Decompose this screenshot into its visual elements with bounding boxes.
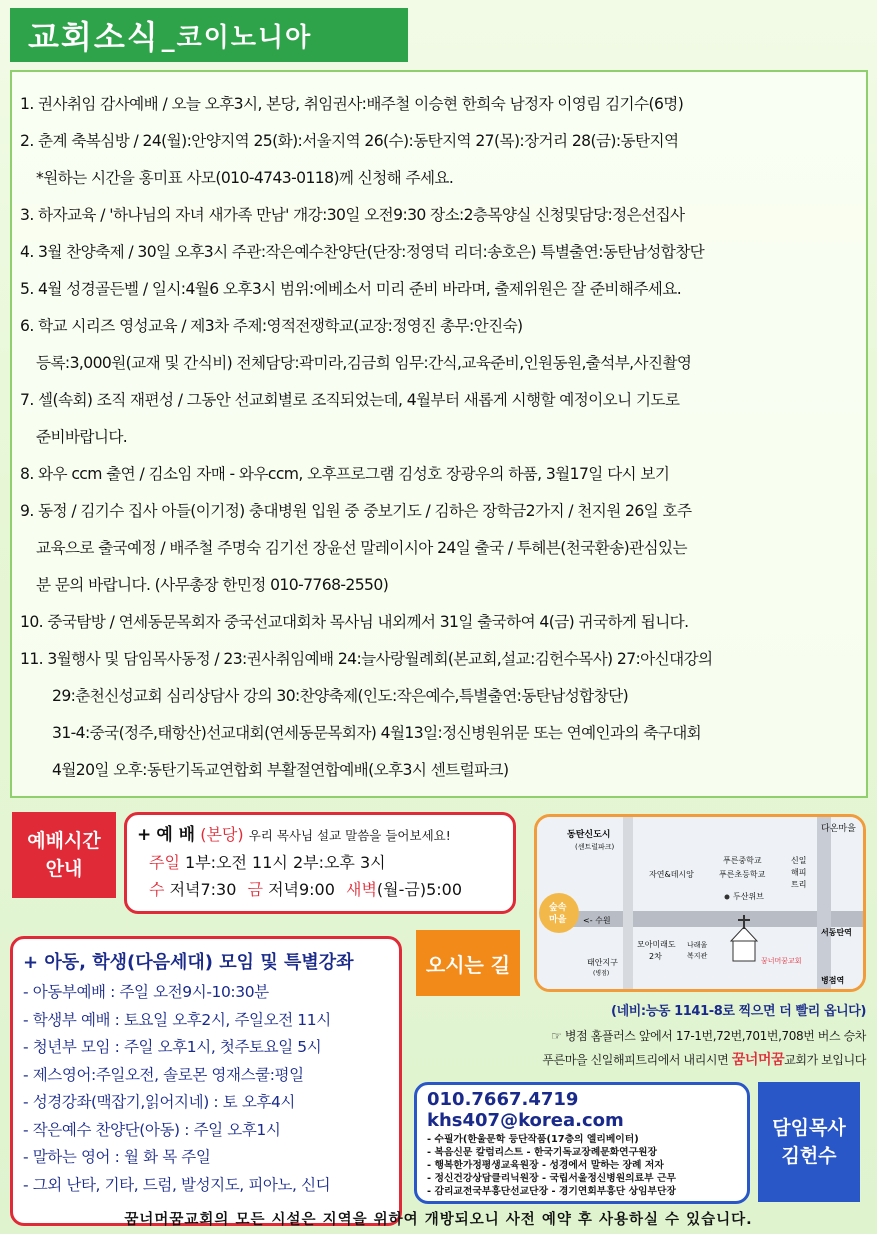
- dawn-time: 5:00: [426, 880, 463, 899]
- wed-label: 수: [149, 880, 165, 899]
- notice-line: 29:춘천신성교회 심리상담사 강의 30:찬양축제(인도:작은예수,특별출연:동탄남성합창단): [52, 687, 629, 705]
- fri-label: 금: [247, 880, 263, 899]
- map-daun: 다온마을: [821, 824, 856, 834]
- notice-line: 5. 4월 성경골든벨 / 일시:4월6 오후3시 범위:에베소서 미리 준비 바라며, 출제위원은 잘 준비해주세요.: [20, 280, 682, 298]
- notice-line: 1. 권사취임 감사예배 / 오늘 오후3시, 본당, 취임권사:배주철 이승현 한희숙 남정자 이영림 김기수(6명): [20, 95, 684, 113]
- sunday-label: 주일: [149, 853, 180, 872]
- notice-line: 2. 춘계 축복심방 / 24(월):안양지역 25(화):서울지역 26(수):동탄지역 27(목):장거리 28(금):동탄지역: [20, 132, 679, 150]
- worship-time-box: [124, 812, 516, 914]
- worship-plus: +: [137, 825, 152, 845]
- church-map: [534, 814, 866, 992]
- pastor-name: 김헌수: [781, 1145, 837, 1167]
- worship-place: (본당): [200, 825, 244, 844]
- youth-item: - 학생부 예배 : 토요일 오후2시, 주일오전 11시: [23, 1010, 331, 1029]
- sunday-times: 1부:오전 11시 2부:오후 3시: [185, 853, 386, 872]
- directions-label: 오시는 길: [416, 930, 520, 996]
- notice-line: 등록:3,000원(교재 및 간식비) 전체담당:곽미라,김금희 임무:간식,교육준비,인원동원,출석부,사진촬영: [36, 354, 692, 372]
- notice-line: 4월20일 오후:동탄기독교연합회 부활절연합예배(오후3시 센트럴파크): [52, 761, 509, 779]
- map-forest1: 숲속: [549, 903, 567, 913]
- youth-item: - 말하는 영어 : 월 화 목 주일: [23, 1148, 211, 1166]
- youth-item: - 작은예수 찬양단(아동) : 주일 오후1시: [23, 1120, 281, 1139]
- pastor-credential: - 행복한가정평생교육원장 - 성경에서 말하는 장례 저자: [427, 1160, 664, 1171]
- pastor-label: [758, 1082, 860, 1202]
- notice-list: [10, 70, 868, 798]
- worship-label-line1: 예배시간: [27, 830, 101, 852]
- pastor-credential: - 복음신문 칼럼리스트 - 한국기독교장례문화연구원장: [427, 1147, 657, 1158]
- footer-note: 꿈너머꿈교회의 모든 시설은 지역을 위하여 개방되오니 사전 예약 후 사용하실 수 있습니다.: [124, 1212, 753, 1228]
- map-jayeon: 자연&데시앙: [649, 870, 694, 879]
- map-pureun-mid: 푸른중학교: [723, 856, 762, 865]
- map-dongtan: 동탄신도시: [567, 830, 611, 840]
- pastor-contact-box: [414, 1082, 750, 1204]
- notice-line: 4. 3월 찬양축제 / 30일 오후3시 주관:작은예수찬양단(단장:정영덕 리더:송호은) 특별출연:동탄남성합창단: [20, 243, 705, 261]
- map-byeongjeom: 병점역: [821, 976, 845, 985]
- map-naerae2: 복지관: [687, 952, 708, 960]
- map-church: 꿈너머꿈교회: [761, 957, 802, 965]
- notice-line: 준비바랍니다.: [36, 428, 128, 446]
- worship-title: 예 배: [156, 825, 196, 845]
- stop-post: 교회가 보입니다: [784, 1053, 866, 1067]
- notice-line: 3. 하자교육 / '하나님의 자녀 새가족 만남' 개강:30일 오전9:30 장소:2층목양실 신청및담당:정은선집사: [20, 206, 685, 224]
- notice-line: 11. 3월행사 및 담임목사동정 / 23:권사취임예배 24:늘사랑월례회(본교회,설교:김헌수목사) 27:아신대강의: [20, 650, 713, 668]
- map-seodong: 서동탄역: [821, 928, 852, 937]
- map-byeongjeom-small: (병점): [593, 970, 610, 977]
- youth-programs-box: [10, 936, 402, 1226]
- worship-desc: 우리 목사님 설교 말씀을 들어보세요!: [248, 828, 451, 843]
- map-central: (센트럴파크): [575, 843, 615, 851]
- stop-pre: 푸른마을 신일해피트리에서 내리시면: [542, 1053, 732, 1067]
- youth-item: - 그외 난타, 기타, 드럼, 발성지도, 피아노, 신디: [23, 1175, 331, 1194]
- fri-time: 저녁9:00: [268, 880, 335, 899]
- notice-line: 7. 셀(속회) 조직 재편성 / 그동안 선교회별로 조직되었는데, 4월부터 새롭게 시행할 예정이오니 기도로: [20, 391, 680, 409]
- youth-item: - 성경강좌(맥잡기,읽어지네) : 토 오후4시: [23, 1093, 296, 1111]
- wed-time: 저녁7:30: [169, 880, 237, 899]
- pastor-title: 담임목사: [772, 1117, 846, 1139]
- map-taean: 태안지구: [587, 958, 618, 967]
- notice-line: 8. 와우 ccm 출연 / 김소임 자매 - 와우ccm, 오후프로그램 김성호 장광우의 하품, 3월17일 다시 보기: [20, 465, 670, 483]
- map-tree: 트리: [791, 880, 807, 889]
- map-suwon: <- 수원: [583, 916, 611, 925]
- map-pureun-elem: 푸른초등학교: [719, 870, 766, 879]
- map-forest2: 마을: [549, 915, 567, 925]
- pastor-credential: - 수필가(한울문학 등단작품(17층의 엘리베이터): [427, 1134, 639, 1145]
- map-graphic: [537, 817, 863, 989]
- map-moaimirae1: 모아미래도: [637, 940, 676, 949]
- notice-line: 분 문의 바랍니다. (사무총장 한민정 010-7768-2550): [36, 576, 389, 594]
- notice-line: 6. 학교 시리즈 영성교육 / 제3차 주제:영적전쟁학교(교장:정영진 총무:안진숙): [20, 317, 523, 335]
- notice-line: 9. 동정 / 김기수 집사 아들(이기정) 충대병원 입원 중 중보기도 / 김하은 장학금2가지 / 천지원 26일 호주: [20, 502, 692, 520]
- directions-text: [412, 1000, 866, 1072]
- map-dusan: 두산위브: [733, 892, 764, 901]
- notice-line: 31-4:중국(정주,태항산)선교대회(연세동문목회자) 4월13일:정신병원위문 또는 연예인과의 축구대회: [52, 724, 702, 742]
- map-moaimirae2: 2차: [649, 952, 662, 961]
- dawn-label: 새벽: [346, 880, 377, 899]
- header-title: 교회소식: [28, 18, 160, 56]
- stop-brand: 꿈너머꿈: [731, 1052, 785, 1068]
- side-road: [817, 817, 831, 989]
- map-happy: 해피: [791, 868, 807, 877]
- pastor-credential: - 감리교전국부흥단선교단장 - 경기연회부흥단 상임부단장: [427, 1186, 676, 1197]
- map-sinil: 신일: [791, 856, 807, 865]
- pastor-credential: - 정신건강상담클리닉원장 - 국립서울정신병원의료부 근무: [427, 1173, 676, 1184]
- notice-line: *원하는 시간을 홍미표 사모(010-4743-0118)께 신청해 주세요.: [36, 169, 454, 187]
- page-header: [10, 8, 408, 62]
- navi-note: (네비:능동 1141-8로 찍으면 더 빨리 옵니다): [611, 1004, 866, 1019]
- notice-line: 교육으로 출국예정 / 배주철 주명숙 김기선 장윤선 말레이시아 24일 출국 / 투헤븐(천국환송)관심있는: [36, 539, 687, 557]
- notice-line: 10. 중국탐방 / 연세동문목회자 중국선교대회차 목사님 내외께서 31일 출국하여 4(금) 귀국하게 됩니다.: [20, 613, 689, 631]
- bus-info: ☞ 병점 홈플러스 앞에서 17-1번,72번,701번,708번 버스 승차: [551, 1029, 866, 1043]
- youth-item: - 아동부예배 : 주일 오전9시-10:30분: [23, 983, 269, 1001]
- forest-marker: [539, 893, 579, 933]
- youth-item: - 청년부 모임 : 주일 오후1시, 첫주토요일 5시: [23, 1038, 322, 1056]
- header-subtitle: _코이노니아: [161, 22, 313, 53]
- contact-phone-email: 010.7667.4719 khs407@korea.com: [427, 1089, 624, 1131]
- map-naerae1: 나래울: [687, 941, 708, 949]
- worship-label-line2: 안내: [45, 858, 83, 880]
- worship-time-label: [12, 812, 116, 898]
- dawn-days: (월-금): [376, 880, 427, 899]
- youth-title: + 아동, 학생(다음세대) 모임 및 특별강좌: [23, 952, 354, 973]
- youth-item: - 제스영어:주일오전, 솔로몬 영재스쿨:평일: [23, 1065, 304, 1084]
